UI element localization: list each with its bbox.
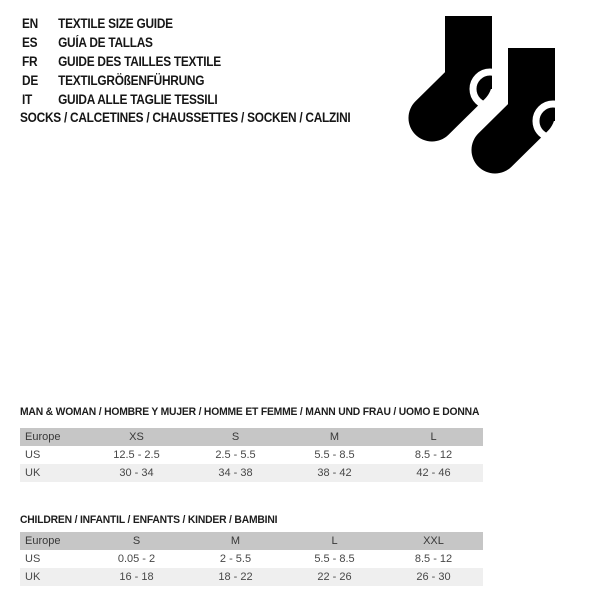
language-label: TEXTILE SIZE GUIDE [58,16,173,31]
size-cell: 34 - 38 [218,467,253,479]
size-cell: 22 - 26 [317,571,352,583]
size-cell: 16 - 18 [119,571,154,583]
language-code: IT [22,92,33,107]
size-cell: 2.5 - 5.5 [215,449,256,461]
language-row [22,90,221,109]
size-cell: 8.5 - 12 [414,553,453,565]
language-code: FR [22,54,38,69]
table-row-us [20,446,483,464]
size-table-adults [20,428,483,482]
column-header-l: L [430,431,437,443]
table-header-row [20,428,483,446]
size-cell: 8.5 - 12 [414,449,453,461]
row-label: UK [25,467,41,479]
row-label: US [25,553,41,565]
size-cell: 5.5 - 8.5 [314,449,355,461]
table-row-us [20,550,483,568]
language-code: ES [22,35,38,50]
size-cell: 38 - 42 [317,467,352,479]
size-cell: 42 - 46 [416,467,451,479]
adults-table-title: MAN & WOMAN / HOMBRE Y MUJER / HOMME ET FEMME / MANN UND FRAU / UOMO E DONNA [20,406,480,418]
column-header-s: S [231,431,240,443]
children-table-title: CHILDREN / INFANTIL / ENFANTS / KINDER / BAMBINI [20,514,278,526]
row-label: US [25,449,41,461]
column-header-europe: Europe [25,431,61,443]
language-list [22,14,248,109]
language-row [22,71,221,90]
column-header-m: M [230,535,241,547]
language-label: TEXTILGRÖßENFÜHRUNG [58,73,205,88]
size-cell: 30 - 34 [119,467,154,479]
language-row [22,52,221,71]
column-header-xxl: XXL [423,535,444,547]
size-cell: 5.5 - 8.5 [314,553,355,565]
size-table-children [20,532,483,586]
size-cell: 12.5 - 2.5 [113,449,160,461]
language-label: GUIDE DES TAILLES TEXTILE [58,54,221,69]
column-header-europe: Europe [25,535,61,547]
column-header-xs: XS [129,431,144,443]
size-cell: 0.05 - 2 [117,553,156,565]
size-cell: 26 - 30 [416,571,451,583]
language-row [22,33,221,52]
language-code: DE [22,73,38,88]
socks-icon [408,14,558,179]
column-header-l: L [331,535,338,547]
table-row-uk [20,464,483,482]
category-title: SOCKS / CALCETINES / CHAUSSETTES / SOCKEN / CALZINI [20,110,351,125]
table-header-row [20,532,483,550]
column-header-m: M [329,431,340,443]
size-cell: 2 - 5.5 [219,553,252,565]
language-label: GUIDA ALLE TAGLIE TESSILI [58,92,218,107]
language-row [22,14,221,33]
table-row-uk [20,568,483,586]
row-label: UK [25,571,41,583]
language-code: EN [22,16,38,31]
language-label: GUÍA DE TALLAS [58,35,153,50]
size-cell: 18 - 22 [218,571,253,583]
column-header-s: S [132,535,141,547]
